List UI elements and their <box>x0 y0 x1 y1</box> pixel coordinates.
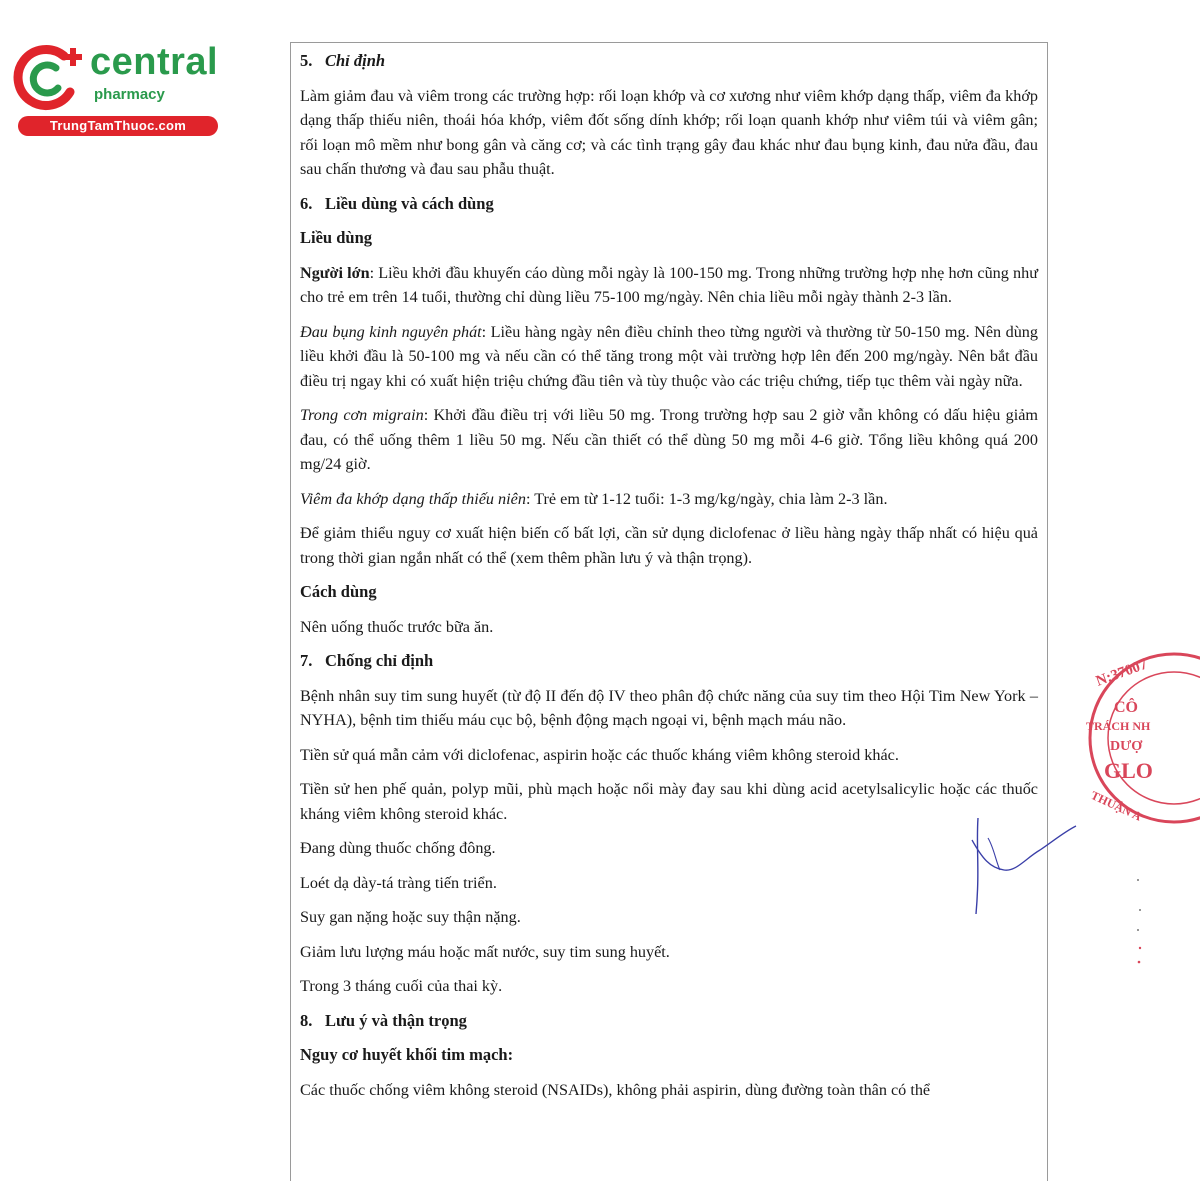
stamp-seal <box>1076 646 1200 826</box>
contraindication-item: Trong 3 tháng cuối của thai kỳ. <box>300 977 503 995</box>
company-stamp <box>1076 646 1200 826</box>
stamp-line: THUẬN A <box>1088 788 1144 824</box>
logo-subtitle: pharmacy <box>94 86 165 103</box>
central-pharmacy-logo <box>8 36 218 136</box>
section-5-heading: 5. Chỉ định <box>300 51 386 70</box>
document-content <box>300 49 1038 1112</box>
cardio-risk-subheading: Nguy cơ huyết khối tim mạch: <box>300 1045 514 1064</box>
contraindication-item: Đang dùng thuốc chống đông. <box>300 839 496 857</box>
section-5-text: Làm giảm đau và viêm trong các trường hợp: rối loạn khớp và cơ xương như viêm khớp dạng thấp, viêm đa khớp dạng thấp thiếu niên, thoái hóa khớp, viêm đốt sống dính khớp; rối loạn quanh khớp như viêm túi và viêm gân; rối loạn mô mềm như bong gân và căng cơ; và các tình trạng gây đau khác như đau bụng kinh, đau nửa đầu, đau sau chấn thương và đau sau phẫu thuật. <box>300 86 1038 178</box>
juvenile-arthritis-paragraph: Viêm đa khớp dạng thấp thiếu niên: Trẻ em từ 1-12 tuổi: 1-3 mg/kg/ngày, chia làm 2-3 lần. <box>300 489 888 508</box>
logo-brand: central <box>90 41 219 83</box>
margin-marks <box>1130 870 1150 980</box>
pharmacy-cross-icon <box>12 42 88 114</box>
contraindication-item: Suy gan nặng hoặc suy thận nặng. <box>300 908 521 926</box>
contraindication-item: Tiền sử hen phế quản, polyp mũi, phù mạch hoặc nổi mày đay sau khi dùng acid acetylsalicylic hoặc các thuốc kháng viêm không steroid khác. <box>300 780 1038 823</box>
migraine-paragraph: Trong cơn migrain: Khởi đầu điều trị với liều 50 mg. Trong trường hợp sau 2 giờ vẫn không có dấu hiệu giảm đau, có thể uống thêm 1 liều 50 mg. Nếu cần thiết có thể dùng 50 mg mỗi 4-6 giờ. Tổng liều không quá 200 mg/24 giờ. <box>300 406 1038 473</box>
document-page <box>290 42 1048 1181</box>
section-8-heading: 8. Lưu ý và thận trọng <box>300 1010 467 1030</box>
section-7-heading: 7. Chống chỉ định <box>300 651 434 670</box>
stamp-line: CÔ <box>1114 699 1138 716</box>
logo-site: TrungTamThuoc.com <box>18 116 218 136</box>
stamp-line: DƯỢ <box>1110 739 1143 754</box>
risk-paragraph: Để giảm thiểu nguy cơ xuất hiện biến cố bất lợi, cần sử dụng diclofenac ở liều hàng ngày thấp nhất có hiệu quả trong thời gian ngắn nhất có thể (xem thêm phần lưu ý và thận trọng). <box>300 524 1038 567</box>
signature <box>960 818 1080 918</box>
contraindication-item: Bệnh nhân suy tim sung huyết (từ độ II đến độ IV theo phân độ chức năng của suy tim theo Hội Tim New York – NYHA), bệnh tim thiếu máu cục bộ, bệnh động mạch ngoại vi, bệnh mạch máu não. <box>300 686 1038 729</box>
contraindication-item: Tiền sử quá mẫn cảm với diclofenac, aspirin hoặc các thuốc kháng viêm không steroid khác. <box>300 745 899 764</box>
contraindication-item: Giảm lưu lượng máu hoặc mất nước, suy tim sung huyết. <box>300 942 670 961</box>
administration-text: Nên uống thuốc trước bữa ăn. <box>300 617 494 636</box>
dosage-subheading: Liều dùng <box>300 228 372 247</box>
cardio-risk-text: Các thuốc chống viêm không steroid (NSAIDs), không phải aspirin, dùng đường toàn thân có thể <box>300 1080 931 1099</box>
stamp-line: TRÁCH NH <box>1086 719 1151 733</box>
stamp-line: GLO <box>1104 758 1153 783</box>
contraindication-item: Loét dạ dày-tá tràng tiến triển. <box>300 873 497 892</box>
stamp-line: N:37007 <box>1093 656 1150 690</box>
dysmenorrhea-paragraph: Đau bụng kinh nguyên phát: Liều hàng ngày nên điều chỉnh theo từng người và thường từ 50-150 mg. Nên dùng liều khởi đầu là 50-100 mg và nếu cần có thể tăng trong một vài trường hợp lên đến 200 mg/ngày. Nên bắt đầu điều trị ngay khi có xuất hiện triệu chứng đầu tiên và tùy thuộc vào các triệu chứng, tiếp tục thêm vài ngày nữa. <box>300 322 1038 390</box>
section-6-heading: 6. Liều dùng và cách dùng <box>300 193 494 213</box>
administration-subheading: Cách dùng <box>300 582 377 601</box>
adult-dose-paragraph: Người lớn: Liều khởi đầu khuyến cáo dùng mỗi ngày là 100-150 mg. Trong những trường hợp nhẹ hơn cũng như cho trẻ em trên 14 tuổi, thường chỉ dùng liều 75-100 mg/ngày. Nên chia liều mỗi ngày thành 2-3 lần. <box>300 263 1038 306</box>
